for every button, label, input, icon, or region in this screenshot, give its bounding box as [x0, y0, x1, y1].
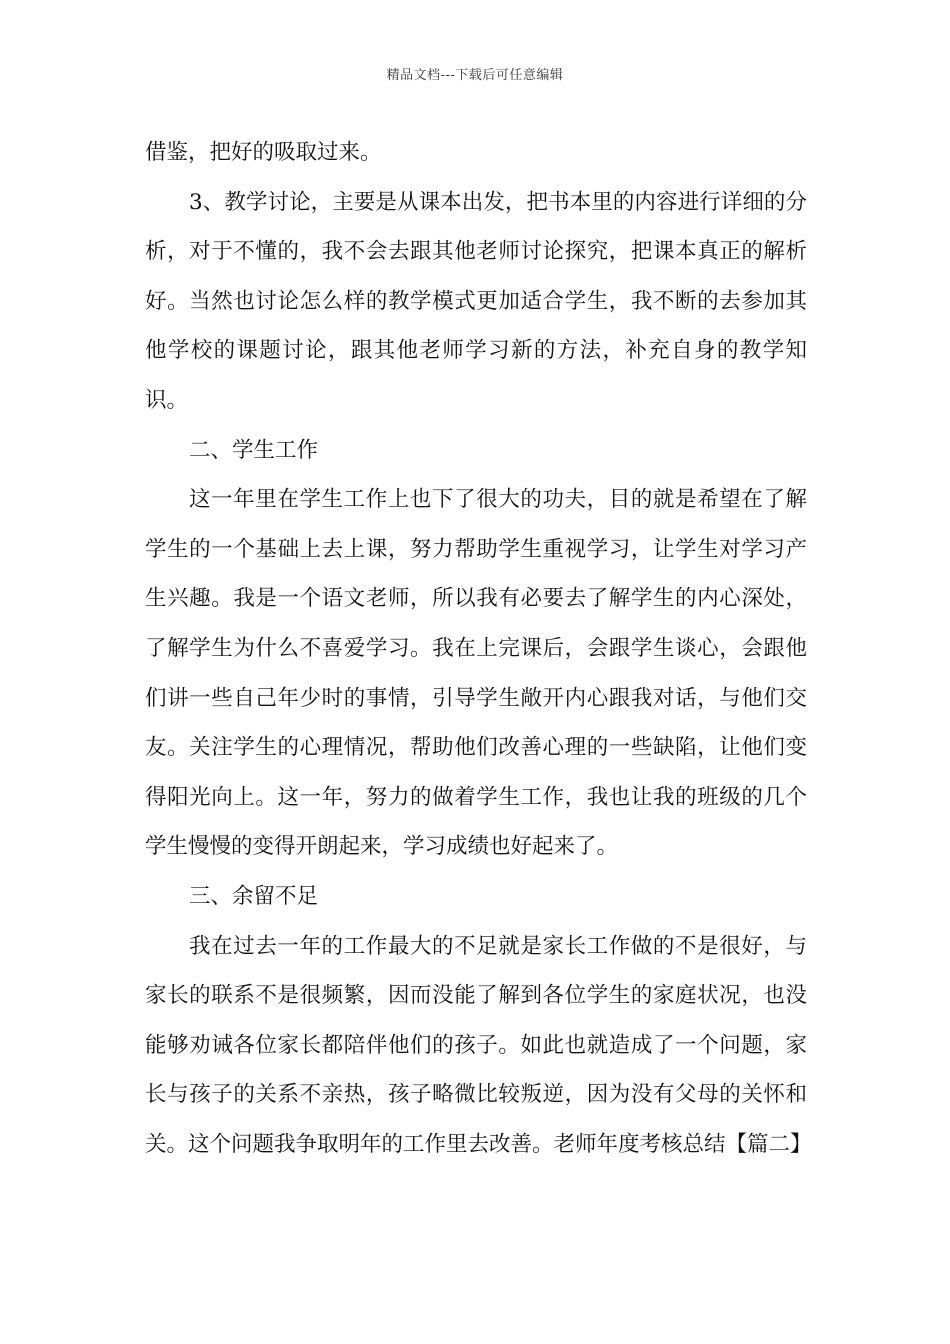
- paragraph-3: 这一年里在学生工作上也下了很大的功夫，目的就是希望在了解学生的一个基础上去上课，努力帮助学生重视学习，让学生对学习产生兴趣。我是一个语文老师，所以我有必要去了解学生的内心深处，了解学生为什么不喜爱学习。我在上完课后，会跟学生谈心，会跟他们讲一些自己年少时的事情，引导学生敞开内心跟我对话，与他们交友。关注学生的心理情况，帮助他们改善心理的一些缺陷，让他们变得阳光向上。这一年，努力的做着学生工作，我也让我的班级的几个学生慢慢的变得开朗起来，学习成绩也好起来了。: [145, 487, 807, 860]
- page-header: 精品文档---下载后可任意编辑: [386, 68, 564, 83]
- paragraph-1: 借鉴，把好的吸取过来。: [145, 140, 382, 165]
- paragraph-4: 我在过去一年的工作最大的不足就是家长工作做的不是很好，与家长的联系不是很频繁，因而没能了解到各位学生的家庭状况，也没能够劝诫各位家长都陪伴他们的孩子。如此也就造成了一个问题，家长与孩子的关系不亲热，孩子略微比较叛逆，因为没有父母的关怀和关。这个问题我争取明年的工作里去改善。老师年度考核总结【篇二】: [145, 933, 812, 1157]
- document-body: [145, 128, 812, 1169]
- section-heading-student-work: 二、学生工作: [189, 437, 319, 463]
- paragraph-2: 3、教学讨论，主要是从课本出发，把书本里的内容进行详细的分析，对于不懂的，我不会去跟其他老师讨论探究，把课本真正的解析好。当然也讨论怎么样的教学模式更加适合学生，我不断的去参加其他学校的课题讨论，跟其他老师学习新的方法，补充自身的教学知识。: [145, 189, 807, 413]
- section-heading-shortcomings: 三、余留不足: [189, 883, 319, 909]
